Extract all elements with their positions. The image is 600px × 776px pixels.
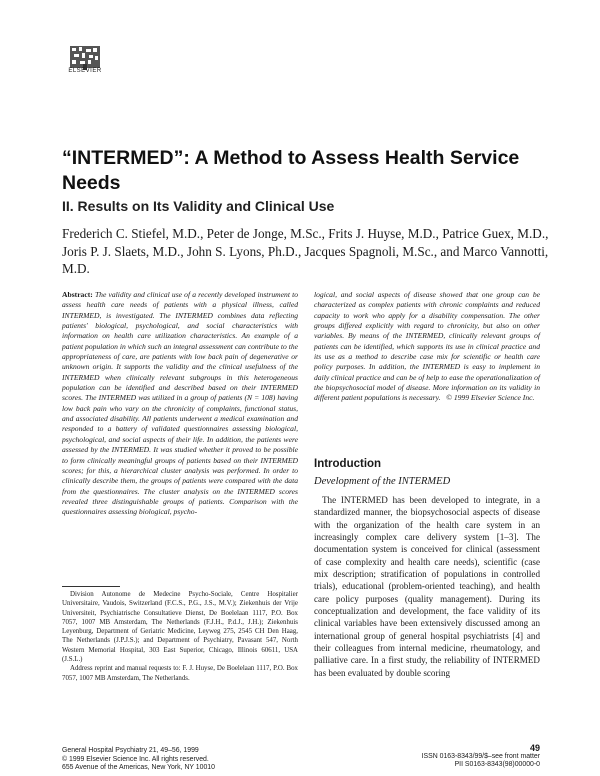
introduction-heading: Introduction (314, 458, 382, 470)
abstract-text-right: logical, and social aspects of disease showed that one group can be characterized as complex patients with chronic complaints and reduced capacity to work who apply for a disability compensation. The other groups differed explicitly with regard to chronicity, but also on other variables. By means of the INTERMED, clinically relevant groups of patients can be identified, which supports its use in clinical practice and its use as a method to describe case mix for scientific or health care policy purposes. In addition, the INTERMED is easy to implement in daily clinical practice and can be of help to ease the operationalization of the biopsychosocial model of disease. More information on its validity in different patient populations is necessary. © 1999 Elsevier Science Inc. (314, 290, 540, 403)
introduction-paragraph: The INTERMED has been developed to integrate, in a standardized manner, the biopsychosocial aspects of disease with the organization of the health care system in an increasingly complex care delivery system [1–3]. The documentation system is conceived for clinical (assessment of case complexity and health care needs), scientific (case mix description; stratification of populations in controlled trials), educational (problem-oriented teaching), and health care policy purposes (quality management). During its conceptualization and development, the face validity of its clinical variables have been extensively discussed among an international group of general hospital psychiatrists [4] and their colleagues from internal medicine, rheumatology, and palliative care. In a first study, the reliability of INTERMED has been evaluated by double scoring (314, 495, 540, 678)
abstract-right-column (314, 290, 540, 404)
page-footer-left (62, 747, 215, 773)
introduction-body (314, 494, 540, 679)
publisher-logo-text: ELSEVIER (68, 68, 102, 74)
footnote-affiliations: Division Autonome de Medecine Psycho-Sociale, Centre Hospitalier Universitaire, Vaudois, Switzerland (F.C.S., P.G., J.S., M.V.); Ziekenhuis der Vrije Universiteit, Psychiatrische Consultatieve Dienst, De Boelelaan 1117, P.O. Box 7057, 1007 MB Amsterdam, The Netherlands (F.J.H., P.d.J., J.H.); Ziekenhuis Leyenburg, Department of Geriatric Medicine, Leyweg 275, 2545 CH Den Haag, The Netherlands (J.P.J.S.); and Department of Psychiatry, Pavasant 547, North Western Memorial Hospital, 303 East Superior, Chicago, Illinois 60611, USA (J.S.L.) (62, 591, 298, 664)
footnote (62, 590, 298, 683)
pii-line: PII S0163-8343(98)00000-0 (454, 761, 540, 769)
page-number: 49 (529, 743, 540, 753)
abstract-left-column (62, 290, 298, 518)
footnote-reprint: Address reprint and manual requests to: F. J. Huyse, De Boelelaan 1117, P.O. Box 7057, 1007 MB Amsterdam, The Netherlands. (62, 665, 298, 682)
introduction-subheading: Development of the INTERMED (314, 476, 451, 487)
page-footer-right (422, 744, 540, 770)
article-subtitle: II. Results on Its Validity and Clinical Use (62, 198, 335, 214)
abstract-text-left: The validity and clinical use of a recently developed instrument to assess health care needs of patients with a physical illness, called INTERMED, is investigated. The INTERMED combines data reflecting patients' biological, psychological, and social characteristics with information on health care utilization characteristics. An example of a patient population in which such an integral assessment can contribute to the appropriateness of care, are patients with low back pain of degenerative or unknown origin. It supports the validity and the clinical usefulness of the INTERMED when clinically relevant subgroups in this heterogeneous population can be identified and described based on their INTERMED scores. The INTERMED was utilized in a group of patients (N = 108) having low back pain who vary on the chronicity of complaints, functional status, and associated disability. All patients underwent a medical examination and responded to a battery of validated questionnaires assessing biological, psychological, and social aspects of their life. In addition, the patients were assessed by the INTERMED. It was studied whether it proved to be possible to form clinically meaningful groups of patients based on their INTERMED scores; for this, a hierarchical cluster analysis was performed. In order to clinically describe them, the groups of patients were compared with the data from the questionnaires. The cluster analysis on the INTERMED scores revealed three distinguishable groups of patients. Comparison with the questionnaires assessing biological, psycho- (62, 290, 298, 517)
article-title: “INTERMED”: A Method to Assess Health Service Needs (62, 147, 520, 194)
publisher-address: 655 Avenue of the Americas, New York, NY 10010 (62, 764, 215, 772)
author-list: Frederich C. Stiefel, M.D., Peter de Jonge, M.Sc., Frits J. Huyse, M.D., Patrice Guex, M.D., Joris P. J. Slaets, M.D., John S. Lyons, Ph.D., Jacques Spagnoli, M.Sc., and Marco Vannotti, M.D. (62, 226, 549, 276)
issn-line: ISSN 0163-8343/99/$–see front matter (421, 752, 540, 760)
journal-citation: General Hospital Psychiatry 21, 49–56, 1999 (62, 747, 199, 754)
abstract-lead: Abstract: (62, 290, 93, 299)
copyright-line: © 1999 Elsevier Science Inc. All rights reserved. (62, 755, 209, 763)
footnote-divider (62, 586, 120, 587)
